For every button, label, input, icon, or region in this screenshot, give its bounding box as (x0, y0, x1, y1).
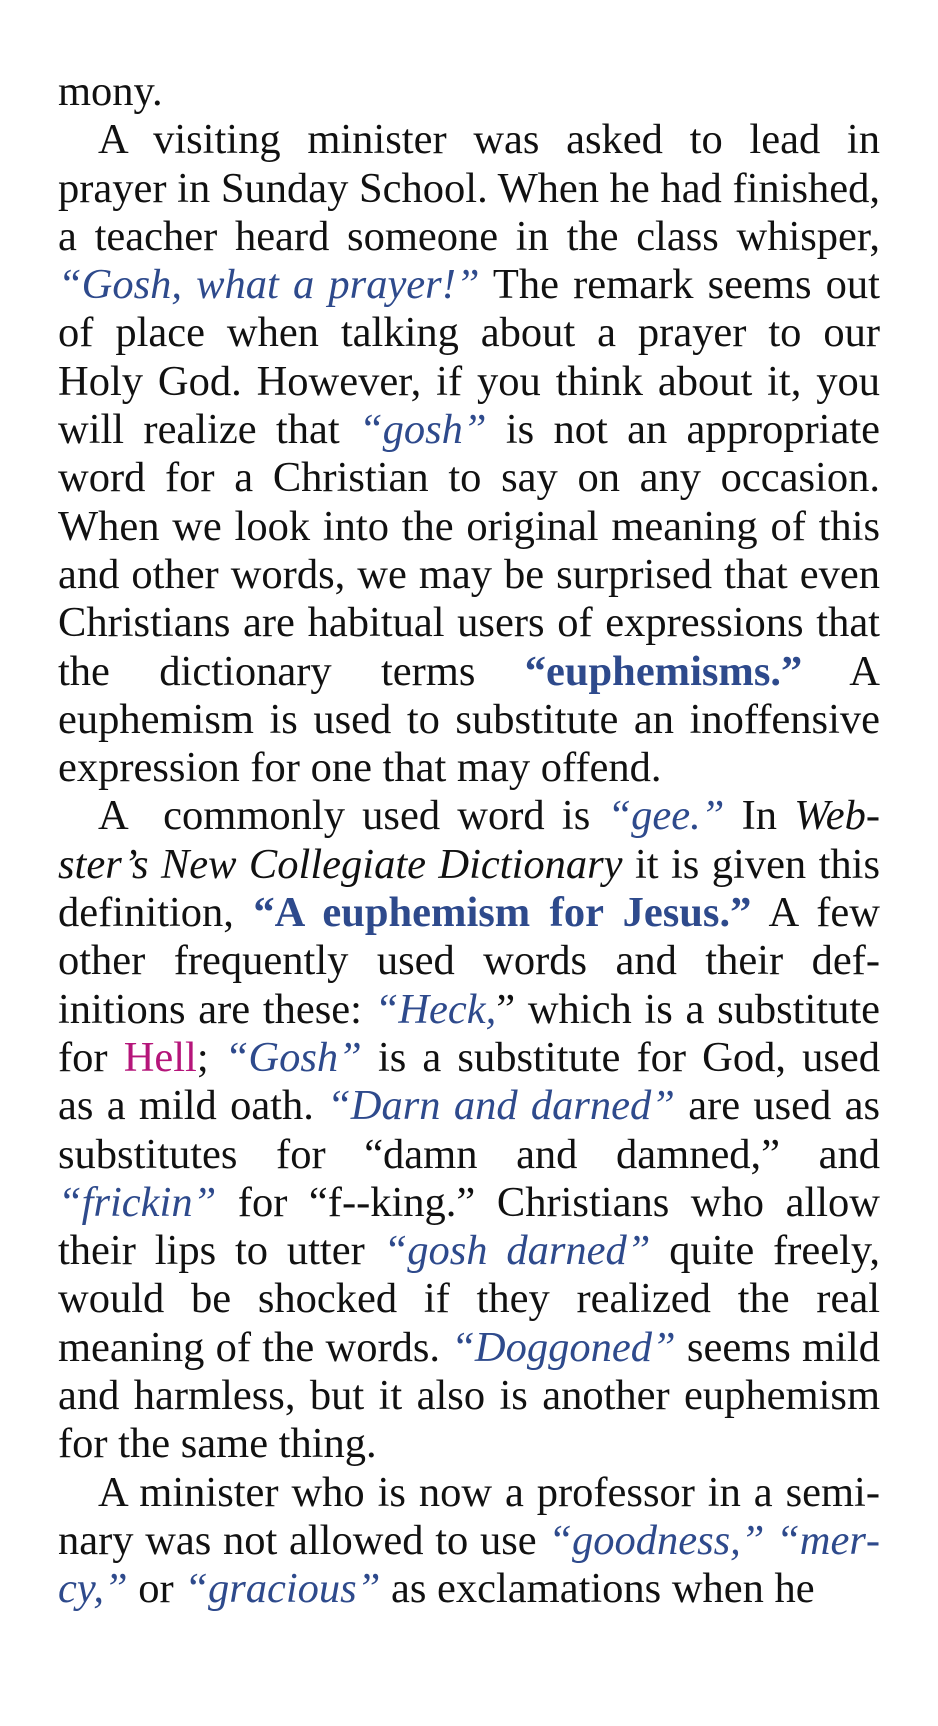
quote-darn-darned: “Darn and darned” (327, 1082, 675, 1130)
text-run: it is given this definition, (58, 840, 880, 937)
paragraph-continuation (58, 68, 880, 116)
word-hell: Hell (123, 1033, 197, 1081)
quote-gee: “gee.” (607, 792, 725, 840)
text-run: quite freely, would be shocked if they realized the real meaning of the words. (58, 1227, 880, 1371)
text-run: A euphemism is used to substitute an inoffensive expression for one that may offend. (58, 647, 880, 792)
quote-mercy: “mercy,” (58, 1516, 881, 1613)
text-run: In (724, 792, 795, 840)
text-run: A minister who is now a professor in a seminary was not allowed to use (58, 1468, 880, 1564)
text-run: seems mild and harmless, but it also is another euphemism for the same thing. (58, 1323, 880, 1468)
text-run: is a substitute for God, used as a mild oath. (58, 1033, 880, 1130)
quote-gosh-capital: “Gosh” (224, 1033, 362, 1081)
text-run (764, 1517, 776, 1564)
text-run: are used as substitutes for “damn and damned,” and (58, 1082, 880, 1178)
bold-euphemism-jesus: “A euphemism for Jesus.” (253, 889, 752, 937)
text-run: or (127, 1565, 185, 1613)
text-run: ” which is a substitute for (58, 985, 880, 1081)
book-title: Webster’s New Collegiate Dictionary (58, 792, 880, 888)
text-run: The remark seems out of place when talking about a prayer to our Holy God. However, if you think about it, you will realize that (58, 261, 880, 454)
text-run: A few other frequently used words and their definitions are these: (58, 889, 880, 1033)
text-run: ; (196, 1033, 225, 1081)
paragraph-visiting-minister (58, 116, 880, 792)
paragraph-professor-minister (58, 1469, 880, 1614)
paragraph-commonly-used-word (58, 792, 880, 1468)
quote-doggoned: “Doggoned” (451, 1323, 676, 1371)
text-run: as exclamations when he (380, 1565, 815, 1613)
quote-gracious: “gracious” (184, 1565, 381, 1613)
quote-gosh-prayer: “Gosh, what a prayer!” (58, 261, 480, 309)
text-run: A commonly used word is (98, 792, 608, 840)
quote-frickin: “frickin” (58, 1178, 217, 1226)
quote-gosh-darned: “gosh darned” (383, 1227, 651, 1275)
quote-gosh: “gosh” (358, 406, 487, 454)
text-run: for “f--king.” Christians who allow their lips to utter (58, 1178, 880, 1275)
text-run: is not an appropriate word for a Christian to say on any occasion. When we look into the original meaning of this and other words, we may be surprised that even Christians are habitual users of expressions that the dictionary terms (58, 406, 880, 695)
quote-goodness: “goodness,” (548, 1516, 765, 1564)
continuation-text: mony. (58, 68, 163, 115)
text-run: A visiting minister was asked to lead in prayer in Sunday School. When he had finished, a teacher heard someone in the class whisper, (58, 116, 880, 260)
quote-heck: “Heck, (374, 985, 497, 1033)
bold-euphemisms: “euphemisms.” (524, 647, 803, 695)
document-page (58, 68, 880, 1614)
